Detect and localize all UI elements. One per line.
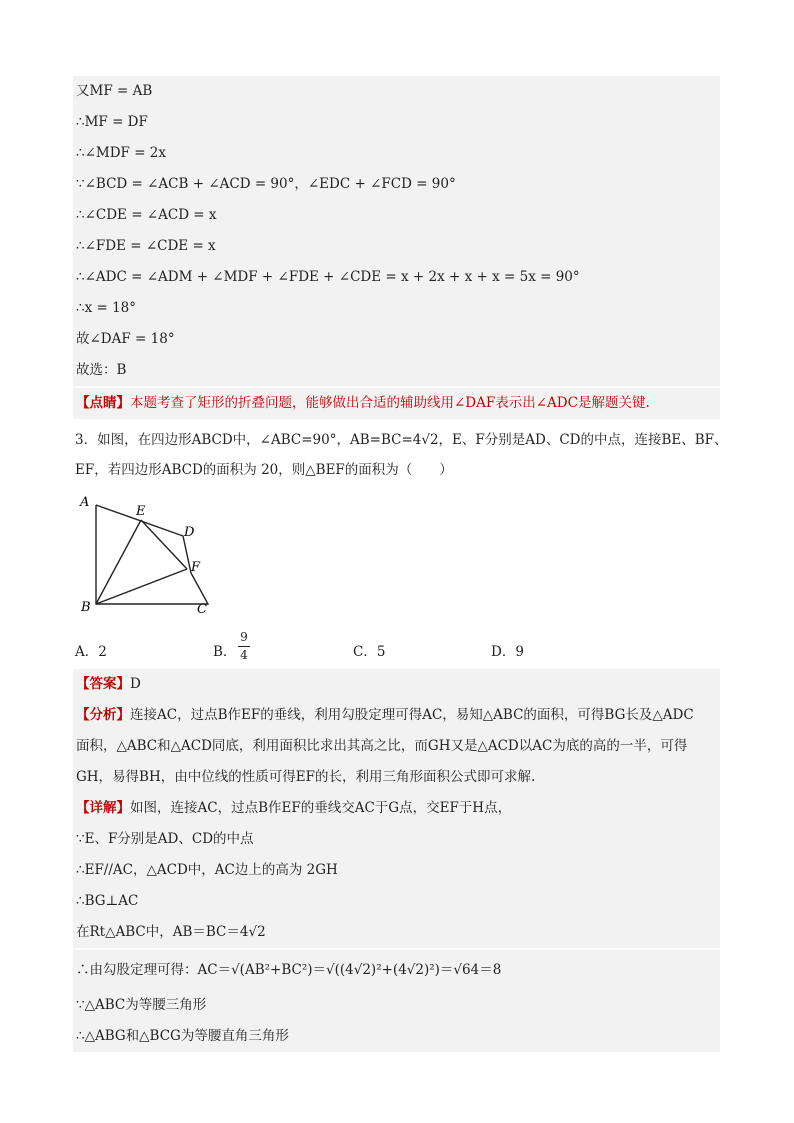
question-line-1: 3．如图，在四边形ABCD中，∠ABC=90°，AB=BC=4√2，E、F分别是AD、CD的中点，连接BE、BF、 (75, 432, 728, 448)
detail-line: ∵E、F分别是AD、CD的中点 (73, 824, 720, 855)
analysis-line (73, 700, 720, 731)
answer-line (73, 669, 720, 700)
option-c: C．5 (353, 644, 386, 660)
comment-line (73, 388, 720, 419)
solution-line: ∴MF = DF (73, 107, 720, 138)
fraction-bar (238, 646, 250, 647)
segment-be (96, 520, 141, 604)
solution-line: 故选：B (73, 355, 720, 386)
option-d: D．9 (491, 644, 524, 660)
comment-tag: 【点睛】 (76, 395, 130, 411)
answer-tag: 【答案】 (76, 676, 130, 692)
analysis-text: 连接AC，过点B作EF的垂线，利用勾股定理可得AC，易知△ABC的面积，可得BG长及△ADC (130, 707, 694, 723)
detail-line (73, 793, 720, 824)
solution-line: ∵∠BCD = ∠ACB + ∠ACD = 90°，∠EDC + ∠FCD = 90° (73, 169, 720, 200)
analysis-line: 面积，△ABC和△ACD同底，利用面积比求出其高之比，而GH又是△ACD以AC为底的高的一半，可得 (73, 731, 720, 762)
solution-line: ∴x = 18° (73, 293, 720, 324)
solution-line: ∴∠MDF = 2x (73, 138, 720, 169)
detail-line: ∴△ABG和△BCG为等腰直角三角形 (73, 1021, 720, 1052)
quadrilateral-figure (76, 490, 216, 620)
solution-line: ∴∠CDE = ∠ACD = x (73, 200, 720, 231)
label-e: E (136, 504, 146, 519)
solution-line: ∴∠FDE = ∠CDE = x (73, 231, 720, 262)
detail-line: ∵△ABC为等腰三角形 (73, 990, 720, 1021)
segment-ef (141, 520, 187, 569)
option-b-numerator: 9 (240, 630, 248, 644)
label-c: C (197, 602, 207, 617)
detail-text: 如图，连接AC，过点B作EF的垂线交AC于G点，交EF于H点， (130, 800, 512, 816)
comment-text: 本题考查了矩形的折叠问题，能够做出合适的辅助线用∠DAF表示出∠ADC是解题关键. (130, 395, 650, 411)
segment-bf (96, 569, 187, 604)
analysis-line: GH，易得BH，由中位线的性质可得EF的长，利用三角形面积公式即可求解. (73, 762, 720, 793)
answer-text: D (130, 676, 141, 692)
detail-line: ∴BG⊥AC (73, 886, 720, 917)
option-a: A．2 (75, 644, 107, 660)
label-b: B (81, 600, 91, 615)
detail-line: ∴由勾股定理可得：AC＝√(AB²+BC²)＝√((4√2)²+(4√2)²)＝√64＝8 (73, 950, 720, 990)
analysis-tag: 【分析】 (76, 707, 130, 723)
option-b-denominator: 4 (240, 648, 248, 662)
question-line-2: EF，若四边形ABCD的面积为 20，则△BEF的面积为（ ） (75, 462, 453, 478)
option-b-prefix: B． (213, 644, 237, 660)
quadrilateral-outline (96, 505, 208, 604)
label-d: D (184, 525, 195, 540)
detail-line: 在Rt△ABC中，AB＝BC＝4√2 (73, 917, 720, 948)
label-a: A (80, 495, 90, 510)
detail-tag: 【详解】 (76, 800, 130, 816)
solution-line: 故∠DAF = 18° (73, 324, 720, 355)
label-f: F (191, 560, 201, 575)
detail-line: ∴EF//AC，△ACD中，AC边上的高为 2GH (73, 855, 720, 886)
solution-line: ∴∠ADC = ∠ADM + ∠MDF + ∠FDE + ∠CDE = x + 2x + x + x = 5x = 90° (73, 262, 720, 293)
solution-line: 又MF = AB (73, 76, 720, 107)
